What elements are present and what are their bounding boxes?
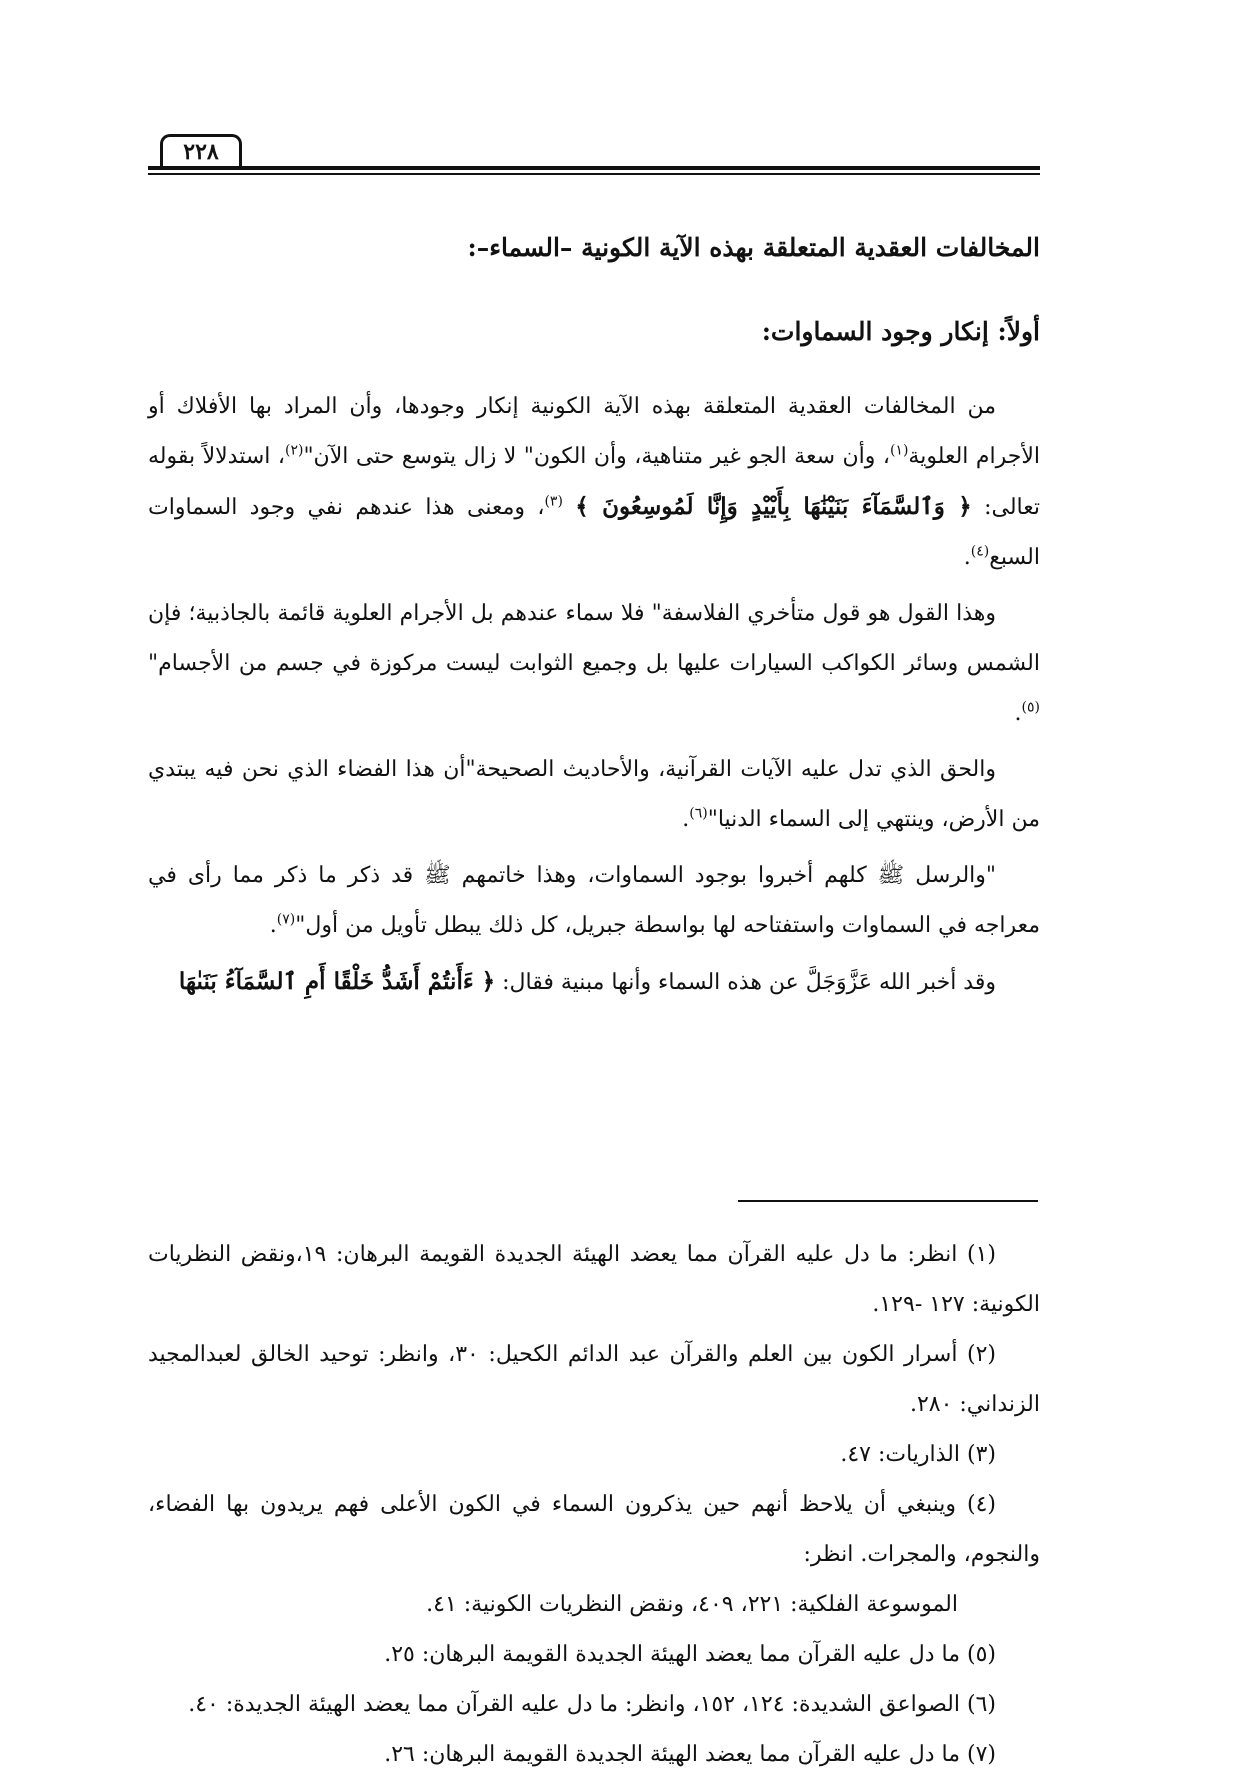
text: والحق الذي تدل عليه الآيات القرآنية، والأحاديث الصحيحة"أن هذا الفضاء الذي نحن فيه يبتدي من الأرض، وينتهي إلى السماء الدنيا" xyxy=(148,757,1040,832)
paragraph-3 xyxy=(148,745,1040,845)
footnote-ref-3: (٣) xyxy=(544,493,563,510)
footnote-5: (٥) ما دل عليه القرآن مما يعضد الهيئة الجديدة القويمة البرهان: ٢٥. xyxy=(384,1642,996,1667)
paragraph-2 xyxy=(148,589,1040,739)
paragraph-5 xyxy=(148,957,1040,1008)
text: وقد أخبر الله عَزَّوَجَلَّ عن هذه السماء وأنها مبنية فقال: xyxy=(495,970,996,995)
main-content xyxy=(148,228,1040,1014)
footnote-ref-7: (٧) xyxy=(276,911,296,928)
paragraph-1 xyxy=(148,382,1040,583)
footnote-ref-1: (١) xyxy=(889,442,909,459)
footnote-6: (٦) الصواعق الشديدة: ١٢٤، ١٥٢، وانظر: ما دل عليه القرآن مما يعضد الهيئة الجديدة: ٤٠. xyxy=(188,1692,996,1717)
header-rule-thin xyxy=(148,173,1040,175)
footnote-3: (٣) الذاريات: ٤٧. xyxy=(840,1442,996,1467)
text: ، ومعنى هذا عندهم نفي وجود السماوات السبع xyxy=(148,495,1040,570)
text: . xyxy=(1014,701,1022,726)
footnote-ref-4: (٤) xyxy=(970,543,990,560)
footnote-4-continued: الموسوعة الفلكية: ٢٢١، ٤٠٩، ونقض النظريات الكونية: ٤١. xyxy=(426,1592,958,1617)
text: وهذا القول هو قول متأخري الفلاسفة" فلا سماء عندهم بل الأجرام العلوية قائمة بالجاذبية؛ فإن الشمس وسائر الكواكب السيارات عليها بل وجميع الثوابت ليست مركوزة في جسم من الأجسام" xyxy=(148,601,1040,676)
footnote-2: (٢) أسرار الكون بين العلم والقرآن عبد الدائم الكحيل: ٣٠، وانظر: توحيد الخالق لعبدالمجيد الزنداني: ٢٨٠. xyxy=(148,1342,1040,1417)
text: . xyxy=(682,807,690,832)
header-rule-thick xyxy=(148,166,1040,170)
section-title: المخالفات العقدية المتعلقة بهذه الآية الكونية –السماء–: xyxy=(467,233,1040,262)
text: "والرسل ﷺ كلهم أخبروا بوجود السماوات، وهذا خاتمهم ﷺ قد ذكر ما ذكر مما رأى في معراجه في السماوات واستفتاحه لها بواسطة جبريل، كل ذلك يبطل تأويل من أول" xyxy=(148,863,1040,938)
page-header xyxy=(148,132,1040,172)
subsection-title: أولاً: إنكار وجود السماوات: xyxy=(761,317,1040,346)
quran-verse: ﴿ ءَأَنتُمْ أَشَدُّ خَلْقًا أَمِ ٱلسَّمَآءُ بَنَىٰهَا xyxy=(178,968,496,995)
text: . xyxy=(963,545,971,570)
footnote-separator xyxy=(738,1200,1038,1202)
footnote-ref-6: (٦) xyxy=(689,805,708,822)
text: من المخالفات العقدية المتعلقة بهذه الآية الكونية إنكار وجودها، وأن المراد بها الأفلاك أو الأجرام العلوية xyxy=(148,394,1040,469)
page-number: ٢٢٨ xyxy=(160,134,242,167)
text: ، وأن سعة الجو غير متناهية، وأن الكون" لا زال يتوسع حتى الآن" xyxy=(303,444,890,469)
footnotes xyxy=(148,1230,1040,1780)
paragraph-4 xyxy=(148,851,1040,951)
footnote-4: (٤) وينبغي أن يلاحظ أنهم حين يذكرون السماء في الكون الأعلى فهم يريدون بها الفضاء، والنجوم، والمجرات. انظر: xyxy=(148,1492,1040,1567)
footnote-ref-2: (٢) xyxy=(284,442,304,459)
text: . xyxy=(269,913,277,938)
footnote-ref-5: (٥) xyxy=(1021,699,1040,716)
quran-verse: ﴿ وَٱلسَّمَآءَ بَنَيْنَٰهَا بِأَيْيْدٍ وَإِنَّا لَمُوسِعُونَ ﴾ xyxy=(575,493,972,520)
footnote-7: (٧) ما دل عليه القرآن مما يعضد الهيئة الجديدة القويمة البرهان: ٢٦. xyxy=(384,1742,996,1767)
footnote-1: (١) انظر: ما دل عليه القرآن مما يعضد الهيئة الجديدة القويمة البرهان: ١٩،ونقض النظريات الكونية: ١٢٧ -١٢٩. xyxy=(148,1242,1040,1317)
text: ، استدلالاً بقوله تعالى: xyxy=(148,444,1040,520)
